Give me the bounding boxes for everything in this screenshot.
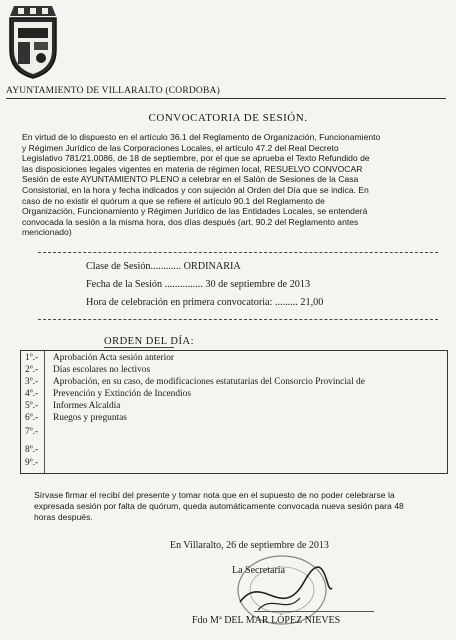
agenda-item-number: 2º.- xyxy=(25,365,39,375)
agenda-item-number: 4º.- xyxy=(25,389,39,399)
closing-line: expresada sesión por falta de quórum, queda automáticamente convocada nueva sesión para 48 xyxy=(34,501,404,511)
intro-line: En virtud de lo dispuesto en el artículo 36.1 del Reglamento de Organización, Funcionamiento xyxy=(22,132,381,142)
agenda-item-text: Informes Alcaldía xyxy=(53,401,121,411)
session-type: Clase de Sesión............ ORDINARIA xyxy=(86,261,241,272)
closing-line: horas después. xyxy=(34,512,93,522)
signer-name: Fdo Mª DEL MAR LÓPEZ NIEVES xyxy=(192,615,341,626)
closing-paragraph xyxy=(34,490,432,523)
intro-line: convocada la sesión a la misma hora, dos días después (art. 90.2 del Reglamento antes xyxy=(22,216,359,227)
session-date: Fecha de la Sesión ............... 30 de septiembre de 2013 xyxy=(86,279,311,290)
agenda-item-number: 1º.- xyxy=(25,353,39,363)
agenda-item-number: 8º.- xyxy=(25,445,39,455)
agenda-item-text: Ruegos y preguntas xyxy=(53,413,127,423)
agenda-table xyxy=(20,350,448,474)
intro-line: mencionado) xyxy=(22,227,72,238)
agenda-item-number: 7º.- xyxy=(25,427,39,437)
agenda-item-number: 3º.- xyxy=(25,377,39,387)
agenda-title: ORDEN DEL DÍA: xyxy=(104,336,195,347)
agenda-item-text: Días escolares no lectivos xyxy=(53,365,151,375)
agenda-item-number: 9º.- xyxy=(25,458,39,468)
document-title: CONVOCATORIA DE SESIÓN. xyxy=(148,112,308,124)
signature-line xyxy=(254,611,374,612)
signature-title: La Secretaria xyxy=(232,565,286,576)
intro-line: Sesión de este AYUNTAMIENTO PLENO a celebrar en el Salón de Sesiones de la Casa xyxy=(22,174,359,185)
intro-line: y Régimen Jurídico de las Corporaciones Locales, el artículo 47.2 del Real Decreto xyxy=(22,142,339,153)
agenda-item-number: 5º.- xyxy=(25,401,39,411)
intro-line: Organización, Funcionamiento y Régimen Jurídico de las Entidades Locales, se entenderá xyxy=(22,206,368,217)
intro-line: Legislativo 781/21.0086, de 18 de septiembre, por el que se aprueba el Texto Refundido de xyxy=(22,153,370,164)
intro-paragraph xyxy=(22,132,444,238)
place-and-date: En Villaralto, 26 de septiembre de 2013 xyxy=(170,540,329,551)
agenda-item-text: Aprobación, en su caso, de modificaciones estatutarias del Consorcio Provincial de xyxy=(53,377,365,387)
municipality-header: AYUNTAMIENTO DE VILLARALTO (CORDOBA) xyxy=(6,86,220,96)
intro-line: caso de no existir el quórum a que se refiere el artículo 90.1 del Reglamento de xyxy=(22,195,325,206)
agenda-item-text: Aprobación Acta sesión anterior xyxy=(53,353,175,363)
agenda-title-underline xyxy=(104,347,174,348)
agenda-item-text: Prevención y Extinción de Incendios xyxy=(53,389,191,399)
municipal-crest-icon xyxy=(4,4,62,80)
intro-line: las disposiciones legales vigentes en materia de régimen local, RESUELVO CONVOCAR xyxy=(22,163,363,174)
session-time: Hora de celebración en primera convocatoria: ......... 21,00 xyxy=(86,297,324,308)
agenda-item-number: 6º.- xyxy=(25,413,39,423)
agenda-column-divider xyxy=(44,351,45,473)
session-details-box xyxy=(38,252,438,320)
closing-line: Sírvase firmar el recibí del presente y tomar nota que en el supuesto de no poder celebrarse la xyxy=(34,490,395,500)
header-divider xyxy=(6,98,446,99)
intro-line: Consistorial, en la hora y fecha indicados y con sujeción al Orden del Día que se indica. En xyxy=(22,184,369,195)
